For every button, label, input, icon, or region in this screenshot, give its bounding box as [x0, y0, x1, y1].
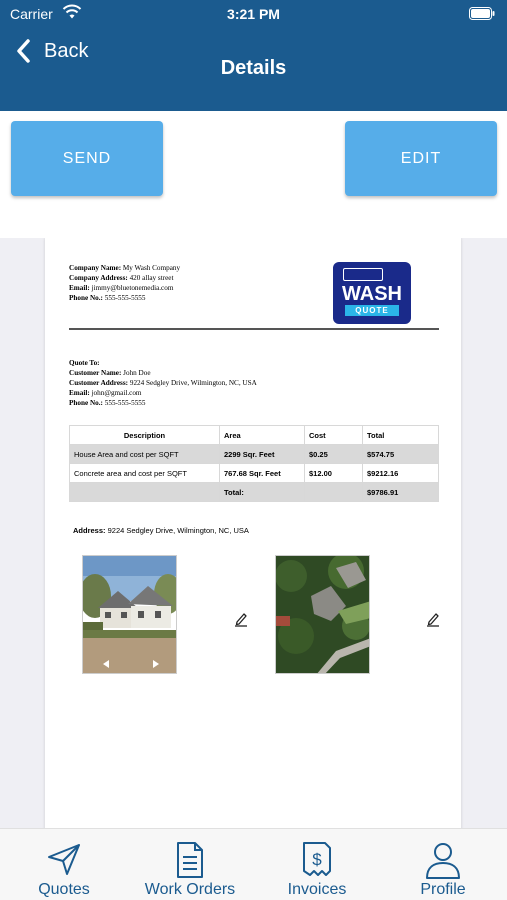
action-bar: [0, 111, 507, 238]
edit-photo-icon[interactable]: [426, 611, 440, 627]
table-cell: 2299 Sqr. Feet: [220, 445, 305, 464]
company-info: [69, 263, 279, 303]
edit-button[interactable]: EDIT: [345, 121, 497, 196]
quote-items-table: [69, 425, 439, 502]
page-title: Details: [220, 57, 287, 79]
house-photo: [82, 555, 177, 674]
company-address-label: Company Address:: [69, 274, 128, 282]
table-cell: $12.00: [305, 464, 363, 483]
person-icon: [424, 841, 462, 879]
quote-to-info: [69, 358, 269, 408]
edit-photo-icon[interactable]: [234, 611, 248, 627]
document-preview[interactable]: [0, 238, 507, 828]
send-icon: [46, 841, 82, 877]
property-address-label: Address:: [73, 526, 106, 535]
customer-name-label: Customer Name:: [69, 369, 122, 377]
property-address: [73, 526, 263, 536]
tab-label: Work Orders: [144, 881, 236, 898]
clock: 3:21 PM: [227, 6, 280, 22]
company-email-label: Email:: [69, 284, 90, 292]
total-label: Total:: [220, 483, 305, 502]
company-name-label: Company Name:: [69, 264, 122, 272]
document-icon: [175, 841, 205, 879]
company-name-value: My Wash Company: [122, 264, 181, 272]
table-cell: $9212.16: [363, 464, 439, 483]
aerial-photo: [275, 555, 370, 674]
tab-work-orders[interactable]: [127, 829, 253, 900]
table-row: [70, 464, 439, 483]
customer-phone-label: Phone No.:: [69, 399, 103, 407]
svg-text:$: $: [312, 850, 322, 869]
table-cell: $574.75: [363, 445, 439, 464]
table-cell: $0.25: [305, 445, 363, 464]
customer-name-value: John Doe: [123, 369, 151, 377]
table-cell: Concrete area and cost per SQFT: [70, 464, 220, 483]
status-bar: [0, 0, 507, 28]
nav-header: [0, 0, 507, 111]
company-phone-value: 555-555-5555: [104, 294, 146, 302]
customer-phone-value: 555-555-5555: [104, 399, 146, 407]
customer-email-value: john@gmail.com: [91, 389, 142, 397]
column-header: Total: [363, 426, 439, 445]
table-cell: House Area and cost per SQFT: [70, 445, 220, 464]
property-address-value: 9224 Sedgley Drive, Wilmington, NC, USA: [107, 526, 249, 535]
invoice-icon: [301, 841, 333, 879]
customer-address-value: 9224 Sedgley Drive, Wilmington, NC, USA: [129, 379, 257, 387]
battery-icon: [469, 7, 495, 20]
column-header: Description: [70, 426, 220, 445]
wash-quote-logo: [333, 262, 411, 324]
header-divider: [69, 328, 439, 330]
tab-label: Profile: [420, 881, 466, 898]
column-header: Area: [220, 426, 305, 445]
tab-label: Quotes: [38, 881, 90, 898]
tab-quotes[interactable]: [1, 829, 127, 900]
company-phone-label: Phone No.:: [69, 294, 103, 302]
carrier-label: Carrier: [10, 6, 53, 22]
tab-label: Invoices: [287, 881, 347, 898]
company-address-value: 420 allay street: [129, 274, 174, 282]
logo-card-graphic: [343, 268, 383, 281]
logo-sub-text: QUOTE: [345, 305, 399, 316]
table-cell: [70, 483, 220, 502]
logo-main-text: WASH: [342, 283, 402, 305]
table-total-row: [70, 483, 439, 502]
quote-document: [45, 238, 461, 828]
column-header: Cost: [305, 426, 363, 445]
table-header-row: [70, 426, 439, 445]
company-email-value: jimmy@bluetonemedia.com: [91, 284, 174, 292]
quote-to-heading: Quote To:: [69, 359, 100, 367]
back-label: Back: [44, 39, 89, 62]
customer-address-label: Customer Address:: [69, 379, 129, 387]
table-row: [70, 445, 439, 464]
send-button[interactable]: SEND: [11, 121, 163, 196]
table-cell: 767.68 Sqr. Feet: [220, 464, 305, 483]
customer-email-label: Email:: [69, 389, 90, 397]
tab-invoices[interactable]: [254, 829, 380, 900]
tab-profile[interactable]: [380, 829, 506, 900]
table-cell: [305, 483, 363, 502]
tab-bar: [0, 828, 507, 900]
total-value: $9786.91: [363, 483, 439, 502]
